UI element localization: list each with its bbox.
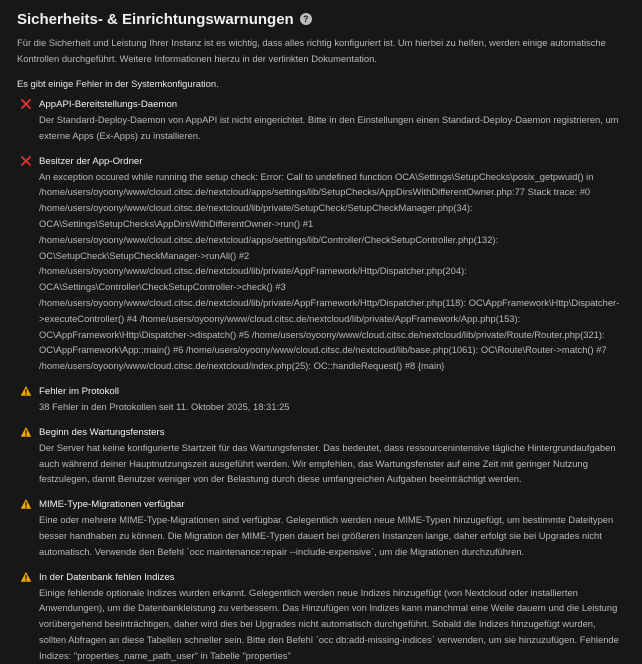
error-x-icon [20, 98, 32, 110]
item-description: An exception occured while running the setup check: Error: Call to undefined function OCA\Settings\SetupChecks\posix_getpwuid() in /home/users/oyoony/www/cloud.citsc.de/nextcloud/apps/settings/lib/SetupChecks/AppDirsWithDifferentOwner.php:77 Stack trace: #0 /home/users/oyoony/www/cloud.citsc.de/nextcloud/lib/private/SetupCheck/SetupCheckManager.php(34): OCA\Settings\SetupChecks\AppDirsWithDifferentOwner->run() #1 /home/users/oyoony/www/cloud.citsc.de/nextcloud/apps/settings/lib/Controller/CheckSetupController.php(132): OC\SetupCheck\SetupCheckManager->runAll() #2 /home/users/oyoony/www/cloud.citsc.de/nextcloud/lib/private/AppFramework/Http/Dispatcher.php(204): OCA\Settings\Controller\CheckSetupController->check() #3 /home/users/oyoony/www/cloud.citsc.de/nextcloud/lib/private/AppFramework/Http/Dispatcher.php(118): OC\AppFramework\Http\Dispatcher->executeController() #4 /home/users/oyoony/www/cloud.citsc.de/nextcloud/lib/private/AppFramework/App.php(153): OC\AppFramework\Http\Dispatcher->dispatch() #5 /home/users/oyoony/www/cloud.citsc.de/nextcloud/lib/private/Route/Router.php(321): OC\AppFramework\App::main() #6 /home/users/oyoony/www/cloud.citsc.de/nextcloud/lib/base.php(1061): OC\Route\Router->match() #7 /home/users/oyoony/www/cloud.citsc.de/nextcloud/index.php(25): OC::handleRequest() #8 {main} [39, 170, 620, 372]
item-description: Eine oder mehrere MIME-Type-Migrationen sind verfügbar. Gelegentlich werden neue MIME-Typen hinzugefügt, um bestimmte Dateitypen besser handhaben zu können. Die Migration der MIME-Typen dauert bei größeren Instanzen lange, daher erfolgt sie bei Upgrades nicht automatisch. Verwende den Befehl `occ maintenance:repair --include-expensive`, um die Migrationen durchzuführen. [39, 514, 614, 557]
item-title: Beginn des Wartungsfensters [39, 426, 165, 438]
item-title: MIME-Type-Migrationen verfügbar [39, 499, 185, 511]
item-title: Besitzer der App-Ordner [39, 155, 143, 167]
list-item [17, 570, 624, 664]
item-description: Einige fehlende optionale Indizes wurden erkannt. Gelegentlich werden neue Indizes hinzugefügt (von Nextcloud oder installierten Anwendungen), um die Datenbankleistung zu verbessern. Das Hinzufügen von Indizes kann manchmal eine Weile dauern und die Leistung vorübergehend beeinträchtigen, daher wird dies bei Upgrades nicht automatisch durchgeführt. Sobald die Indizes hinzugefügt wurden, sollten Abfragen an diese Tabellen schneller sein. Bitte den Befehl `occ db:add-missing-indices` verwenden, um sie hinzuzufügen. Fehlende Indizes: "properties_name_path_user" in Tabelle "properties" [39, 586, 619, 661]
item-description: 38 Fehler in den Protokollen seit 11. Oktober 2025, 18:31:25 [39, 400, 290, 412]
warning-triangle-icon [20, 498, 32, 510]
item-description: Der Server hat keine konfigurierte Startzeit für das Wartungsfenster. Das bedeutet, dass ressourcenintensive tägliche Hintergrundaufgaben auch während deiner Hauptnutzungszeit ausgeführt werden. Wir empfehlen, das Wartungsfenster auf eine Zeit mit geringer Nutzung festzulegen, damit Benutzer weniger von der Belastung durch diese umfangreichen Aufgaben beeinträchtigt werden. [39, 441, 616, 485]
section-title: Sicherheits- & Einrichtungswarnungen [17, 10, 294, 28]
item-title: In der Datenbank fehlen Indizes [39, 571, 175, 583]
section-header [17, 8, 624, 30]
summary-text: Es gibt einige Fehler in der Systemkonfiguration. [17, 78, 219, 89]
help-icon[interactable]: ? [300, 13, 312, 25]
warning-triangle-icon [20, 426, 32, 438]
list-item [17, 154, 624, 374]
list-item [17, 497, 624, 559]
warning-triangle-icon [20, 385, 32, 397]
list-item [17, 384, 624, 415]
warning-triangle-icon [20, 571, 32, 583]
item-description: Der Standard-Deploy-Daemon von AppAPI ist nicht eingerichtet. Bitte in den Einstellungen einen Standard-Deploy-Daemon registrieren, um externe Apps (Ex-Apps) zu installieren. [39, 114, 619, 141]
intro-text: Für die Sicherheit und Leistung Ihrer Instanz ist es wichtig, dass alles richtig konfiguriert ist. Um hierbei zu helfen, werden einige automatische Kontrollen durchgeführt. Weitere Informationen hierzu in der verlinkten Dokumentation. [17, 37, 606, 64]
item-title: AppAPI-Bereitstellungs-Daemon [39, 99, 178, 110]
list-item [17, 97, 624, 144]
warning-list [17, 97, 624, 664]
item-title: Fehler im Protokoll [39, 385, 119, 397]
list-item [17, 425, 624, 487]
error-x-icon [20, 155, 32, 167]
